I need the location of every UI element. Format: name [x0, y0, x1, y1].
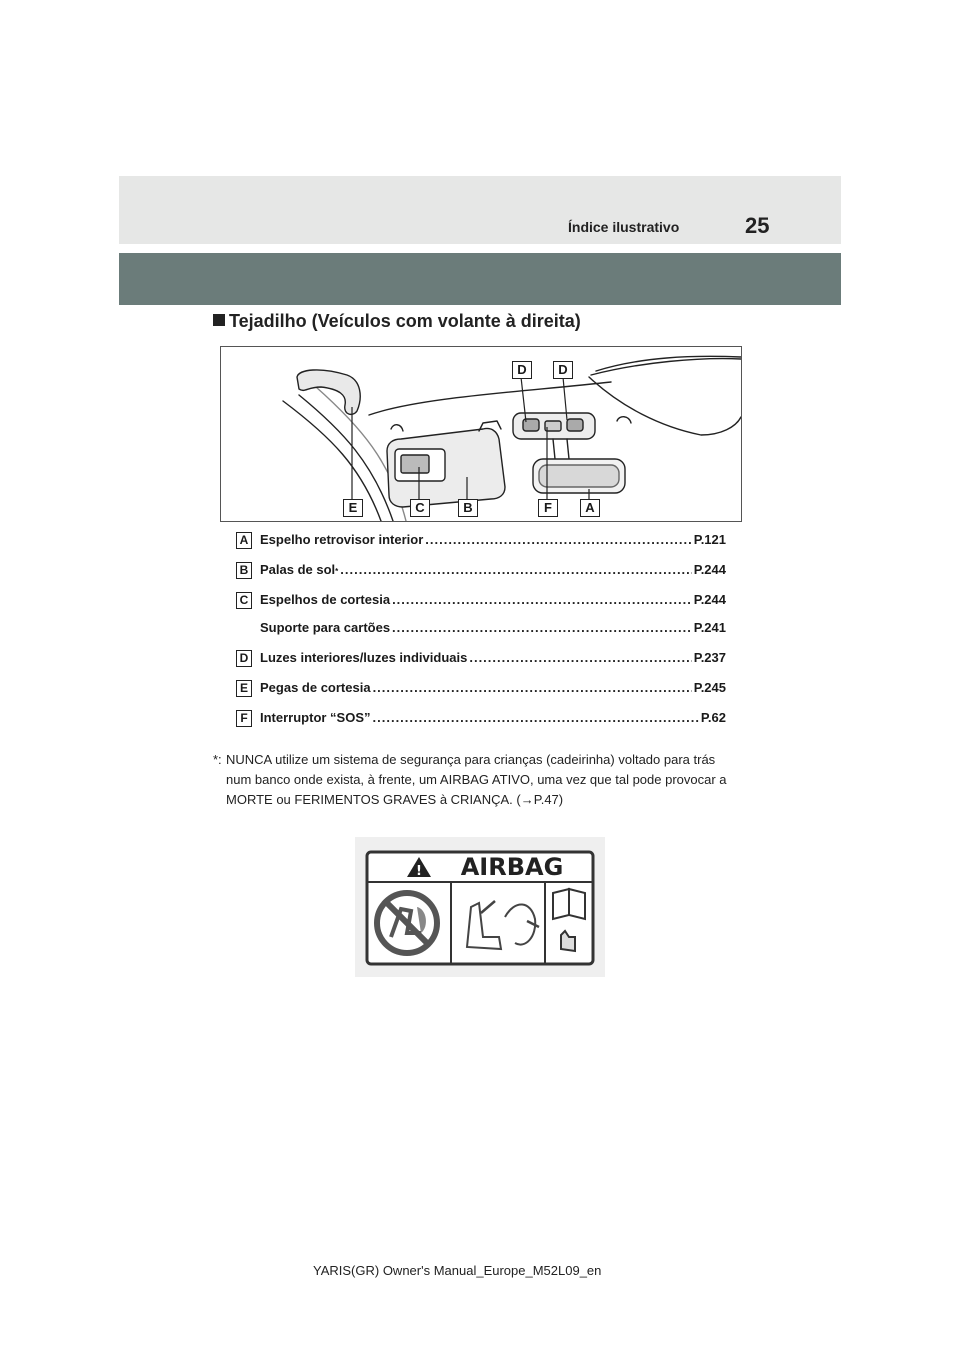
callout-d-left: D — [512, 361, 532, 379]
item-label: Espelho retrovisor interior — [260, 532, 424, 547]
item-label: Interruptor “SOS” — [260, 710, 371, 725]
list-item — [236, 590, 726, 618]
item-label: Luzes interiores/luzes individuais — [260, 650, 468, 665]
list-item — [236, 530, 726, 560]
callout-f: F — [538, 499, 558, 517]
item-letter: B — [236, 562, 252, 579]
item-letter: D — [236, 650, 252, 667]
dot-leader — [373, 680, 692, 695]
list-item — [236, 618, 726, 648]
no-rear-facing-child-seat-icon — [377, 893, 437, 953]
page-ref-link[interactable]: P.241 — [693, 620, 726, 635]
dot-leader — [469, 650, 691, 665]
airbag-title: AIRBAG — [460, 853, 564, 881]
dot-leader — [373, 710, 699, 725]
footer-manual-id: YARIS(GR) Owner's Manual_Europe_M52L09_en — [313, 1263, 602, 1278]
heading — [213, 311, 581, 332]
page-ref-link[interactable]: P.244 — [693, 562, 726, 577]
footnote — [213, 750, 733, 810]
item-letter: E — [236, 680, 252, 697]
warning-glyph: ! — [416, 864, 422, 879]
roof-illustration — [220, 346, 742, 522]
airbag-label-drawing — [355, 837, 605, 977]
section-title: Índice ilustrativo — [568, 219, 680, 235]
component-list — [236, 530, 726, 738]
item-letter: F — [236, 710, 252, 727]
dot-leader — [392, 592, 692, 607]
header-band — [119, 176, 841, 244]
footnote-text: NUNCA utilize um sistema de segurança para crianças (cadeirinha) voltado para trás num banco onde exista, à frente, um AIRBAG ATIVO, uma vez que tal pode provocar a MORTE ou FERIMENTOS GRAVES à CRIANÇA. (→P.47) — [226, 752, 727, 807]
page-ref-link[interactable]: P.62 — [700, 710, 726, 725]
footnote-marker: *: — [213, 752, 222, 767]
roof-drawing — [221, 347, 741, 521]
item-label: Espelhos de cortesia — [260, 592, 391, 607]
heading-text: Tejadilho (Veículos com volante à direita) — [229, 311, 581, 331]
item-label: Pegas de cortesia — [260, 680, 371, 695]
callout-c: C — [410, 499, 430, 517]
airbag-warning-label — [355, 837, 605, 977]
item-letter: A — [236, 532, 252, 549]
list-item — [236, 678, 726, 708]
page-ref-link[interactable]: P.245 — [693, 680, 726, 695]
item-letter: C — [236, 592, 252, 609]
page-number: 25 — [745, 213, 770, 238]
dot-leader — [392, 620, 692, 635]
page-ref-link[interactable]: P.121 — [693, 532, 726, 547]
callout-b: B — [458, 499, 478, 517]
page-ref-link[interactable]: P.244 — [693, 592, 726, 607]
callout-d-right: D — [553, 361, 573, 379]
list-item — [236, 560, 726, 590]
list-item — [236, 648, 726, 678]
item-label: Palas de sol — [260, 562, 336, 577]
section-band — [119, 253, 841, 305]
page-ref-link[interactable]: P.237 — [693, 650, 726, 665]
heading-bullet-icon — [213, 314, 225, 326]
footnote-mark: * — [335, 567, 339, 576]
dot-leader — [425, 532, 691, 547]
item-label: Suporte para cartões — [260, 620, 391, 635]
callout-a: A — [580, 499, 600, 517]
callout-e: E — [343, 499, 363, 517]
dot-leader — [340, 562, 691, 577]
list-item — [236, 708, 726, 738]
